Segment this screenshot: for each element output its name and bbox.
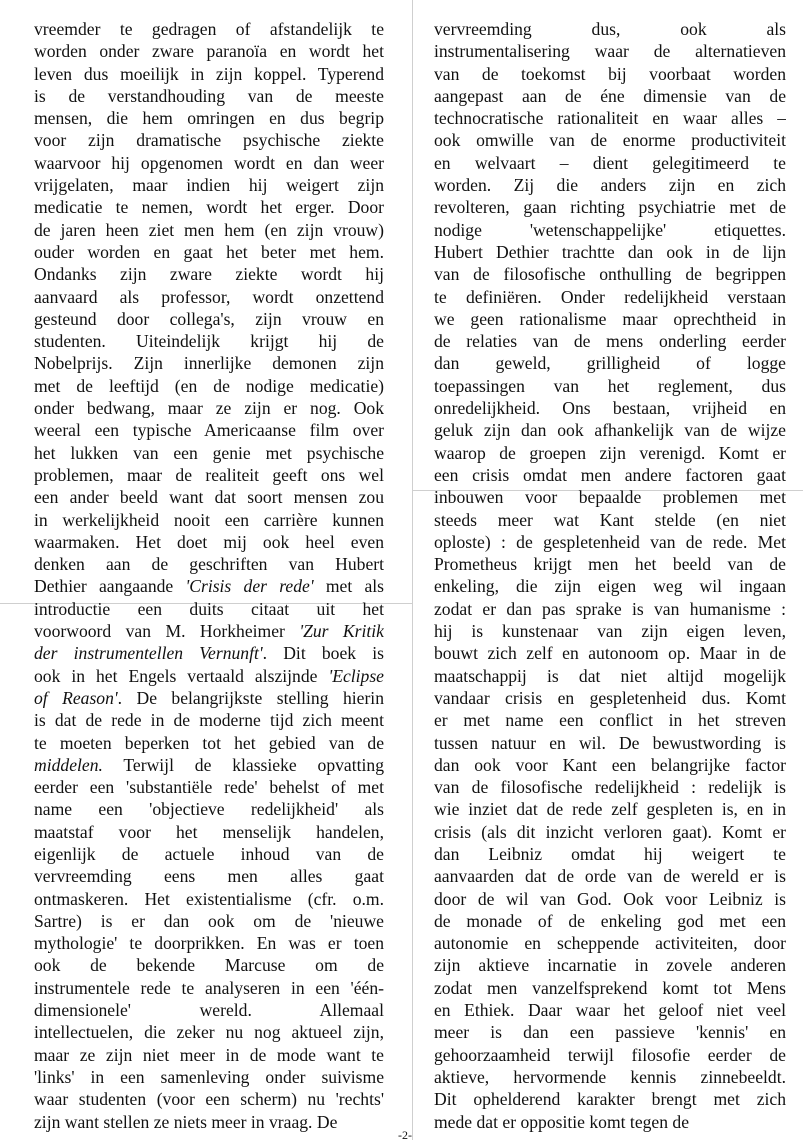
text-line: Sartre) is er dan ook om de 'nieuwe xyxy=(34,910,384,931)
text-line xyxy=(34,575,384,597)
text-run: voorwoord van M. Horkheimer xyxy=(34,621,300,642)
text-line: crisis (als dit inzicht verloren gaat). Komt er xyxy=(434,821,786,842)
text-line xyxy=(34,620,384,642)
column-seam xyxy=(412,0,413,1140)
text-line: Dit ophelderend karakter brengt met zich xyxy=(434,1089,786,1110)
text-line: revolteren, gaan richting psychiatrie met de xyxy=(434,197,786,218)
text-line: aangepast aan de éne dimensie van de xyxy=(434,85,786,106)
text-line: zijn aktieve incarnatie in zovele anderen xyxy=(434,955,786,976)
text-line: intellectuelen, die zeker nu nog aktueel zijn, xyxy=(34,1022,384,1043)
text-line: introductie een duits citaat uit het xyxy=(34,598,384,619)
text-line: er met name een conflict in het streven xyxy=(434,710,786,731)
text-line: waar studenten (voor een scherm) nu 'rechts' xyxy=(34,1089,384,1110)
text-line: denken aan de geschriften van Hubert xyxy=(34,554,384,575)
text-line: onder bedwang, maar ze zijn er nog. Ook xyxy=(34,398,384,419)
text-line: aanvaarden dat de orde van de wereld er is xyxy=(434,866,786,887)
text-line: een crisis omdat men andere factoren gaat xyxy=(434,464,786,485)
text-line: zodat er dan pas sprake is van humanisme : xyxy=(434,598,786,619)
text-line: is de verstandhouding van de meeste xyxy=(34,85,384,106)
text-line: aanvaard als professor, wordt onzettend xyxy=(34,286,384,307)
text-line: mythologie' te doorprikken. En was er toen xyxy=(34,933,384,954)
text-line: ook omwille van de enorme productiviteit xyxy=(434,130,786,151)
italic-title: of Reason' xyxy=(34,687,118,708)
text-line: problemen, maar de realiteit geeft ons wel xyxy=(34,464,384,485)
text-line: van de filosofische redelijkheid : redelijk is xyxy=(434,777,786,798)
text-line: Nobelprijs. Zijn innerlijke demonen zijn xyxy=(34,353,384,374)
text-line: gehoorzaamheid terwijl filosofie eerder de xyxy=(434,1044,786,1065)
text-line: enkeling, die zijn eigen weg wil ingaan xyxy=(434,576,786,597)
text-line: ook de bekende Marcuse om de xyxy=(34,955,384,976)
text-line: bouwt zich zelf en autonoom op. Maar in de xyxy=(434,643,786,664)
text-line: worden. Zij die anders zijn en zich xyxy=(434,175,786,196)
text-line: de jaren heen ziet men hem (en zijn vrouw) xyxy=(34,219,384,240)
text-line: hij is kunstenaar van zijn eigen leven, xyxy=(434,621,786,642)
text-line: dimensionele' wereld. Allemaal xyxy=(34,1000,384,1021)
text-line xyxy=(34,642,384,664)
text-line: meer is dan een passieve 'kennis' en xyxy=(434,1022,786,1043)
text-line: en Ethiek. Daar waar het geloof niet veel xyxy=(434,1000,786,1021)
text-line: dan ook voor Kant een belangrijke factor xyxy=(434,754,786,775)
text-run: Dethier aangaande xyxy=(34,576,186,597)
text-line: in werkelijkheid nooit een carrière kunnen xyxy=(34,509,384,530)
text-line: maar ze zijn niet meer in de mode want te xyxy=(34,1044,384,1065)
text-line: Hubert Dethier trachtte dan ook in de lijn xyxy=(434,241,786,262)
text-line: wie inziet dat de rede zelf gespleten is, en in xyxy=(434,799,786,820)
text-line: studenten. Uiteindelijk krijgt hij de xyxy=(34,331,384,352)
text-line: onredelijkheid. Ons bestaan, vrijheid en xyxy=(434,398,786,419)
right-text-column xyxy=(434,18,786,1133)
text-line: tussen natuur en wil. De bewustwording is xyxy=(434,732,786,753)
text-line: leven dus moeilijk in zijn koppel. Typerend xyxy=(34,63,384,84)
text-line: vervreemding eens men alles gaat xyxy=(34,866,384,887)
text-line: Prometheus krijgt men het beeld van de xyxy=(434,554,786,575)
italic-title: 'Eclipse xyxy=(328,665,384,686)
text-line: te moeten beperken tot het gebied van de xyxy=(34,732,384,753)
italic-title: 'Zur Kritik xyxy=(299,621,384,642)
text-line: met de leeftijd (en de nodige medicatie) xyxy=(34,375,384,396)
text-line: dan geweld, grilligheid of logge xyxy=(434,353,786,374)
text-line: medicatie te nemen, wordt het erger. Door xyxy=(34,197,384,218)
italic-title: der instrumentellen Vernunft' xyxy=(34,643,263,664)
text-line: mede dat er oppositie komt tegen de xyxy=(434,1111,690,1132)
text-line: voor zijn dramatische psychische ziekte xyxy=(34,130,384,151)
text-line: vreemder te gedragen of afstandelijk te xyxy=(34,19,384,39)
text-line: waarvoor hij opgenomen wordt en dan weer xyxy=(34,152,384,173)
text-line: autonomie en scheppende activiteiten, door xyxy=(434,933,786,954)
text-line: de monade of de enkeling god met een xyxy=(434,910,786,931)
text-line: 'links' in een samenleving onder suivisme xyxy=(34,1066,384,1087)
text-line: maatschappij is dat niet altijd mogelijk xyxy=(434,665,786,686)
text-line xyxy=(34,687,384,709)
text-line: inbouwen voor bepaalde problemen met xyxy=(434,487,786,508)
text-run: . De belangrijkste stelling hierin xyxy=(117,687,384,708)
text-line: door de wil van God. Ook voor Leibniz is xyxy=(434,888,786,909)
text-line xyxy=(34,754,384,776)
text-line: geluk zijn dan ook afhankelijk van de wijze xyxy=(434,420,786,441)
text-line: Ondanks zijn zware ziekte wordt hij xyxy=(34,264,384,285)
text-run: ook in het Engels vertaald alszijnde xyxy=(34,665,329,686)
text-line: we geen rationalisme maar oprechtheid in xyxy=(434,308,786,329)
text-line: name een 'objectieve redelijkheid' als xyxy=(34,799,384,820)
text-line: maatstaf voor het menselijk handelen, xyxy=(34,821,384,842)
italic-title: middelen. xyxy=(34,754,103,775)
left-text-column xyxy=(34,18,384,1133)
text-line: instrumentalisering waar de alternatieven xyxy=(434,41,786,62)
text-line: aktieve, hervormende kennis zinnebeeldt. xyxy=(434,1066,786,1087)
text-run: Terwijl de klassieke opvatting xyxy=(102,754,384,775)
text-run: . Dit boek is xyxy=(262,643,384,664)
text-line: zijn want stellen ze niets meer in vraag. De xyxy=(34,1111,338,1132)
text-line: toepassingen van het reglement, dus xyxy=(434,375,786,396)
text-line: te definiëren. Onder redelijkheid verstaan xyxy=(434,286,786,307)
text-line: mensen, die hem omringen en dus begrip xyxy=(34,108,384,129)
text-line: vrijgelaten, maar indien hij weigert zijn xyxy=(34,175,384,196)
text-line: een ander beeld want dat soort mensen zou xyxy=(34,487,384,508)
text-line: oploste) : de gespletenheid van de rede. Met xyxy=(434,531,786,552)
text-line: vervreemding dus, ook als xyxy=(434,19,786,39)
text-line: eigenlijk de actuele inhoud van de xyxy=(34,843,384,864)
text-line: het lukken van een genie met psychische xyxy=(34,442,384,463)
text-run: met als xyxy=(313,576,384,597)
text-line: waarmaken. Het doet mij ook heel even xyxy=(34,531,384,552)
italic-title: 'Crisis der rede' xyxy=(185,576,314,597)
text-line: steeds meer wat Kant stelde (en niet xyxy=(434,509,786,530)
text-line: dan Leibniz omdat hij weigert te xyxy=(434,843,786,864)
text-line: nodige 'wetenschappelijke' etiquettes. xyxy=(434,219,786,240)
text-line: gesteund door collega's, zijn vrouw en xyxy=(34,308,384,329)
text-line: technocratische rationaliteit en waar alles – xyxy=(434,108,786,129)
text-line: zodat men vanzelfsprekend komt tot Mens xyxy=(434,977,786,998)
text-line: eerder een 'substantiële rede' behelst of met xyxy=(34,777,384,798)
text-line xyxy=(34,665,384,687)
text-line: is dat de rede in de moderne tijd zich meent xyxy=(34,710,384,731)
text-line: weeral een typische Americaanse film over xyxy=(34,420,384,441)
text-line: en welvaart – dient gelegitimeerd te xyxy=(434,152,786,173)
text-line: de relaties van de mens onderling eerder xyxy=(434,331,786,352)
text-line: van de toekomst bij voorbaat worden xyxy=(434,63,786,84)
text-line: van de filosofische onthulling de begrippen xyxy=(434,264,786,285)
text-line: waarop de groepen zijn verenigd. Komt er xyxy=(434,442,786,463)
page-number: -2- xyxy=(398,1128,412,1142)
text-line: ontmaskeren. Het existentialisme (cfr. o.m. xyxy=(34,888,384,909)
text-line: instrumentele rede te analyseren in een 'één- xyxy=(34,977,384,998)
text-line: ouder worden en gaat het beter met hem. xyxy=(34,241,384,262)
text-line: worden onder zware paranoïa en wordt het xyxy=(34,41,384,62)
text-line: vandaar crisis en gespletenheid dus. Komt xyxy=(434,687,786,708)
